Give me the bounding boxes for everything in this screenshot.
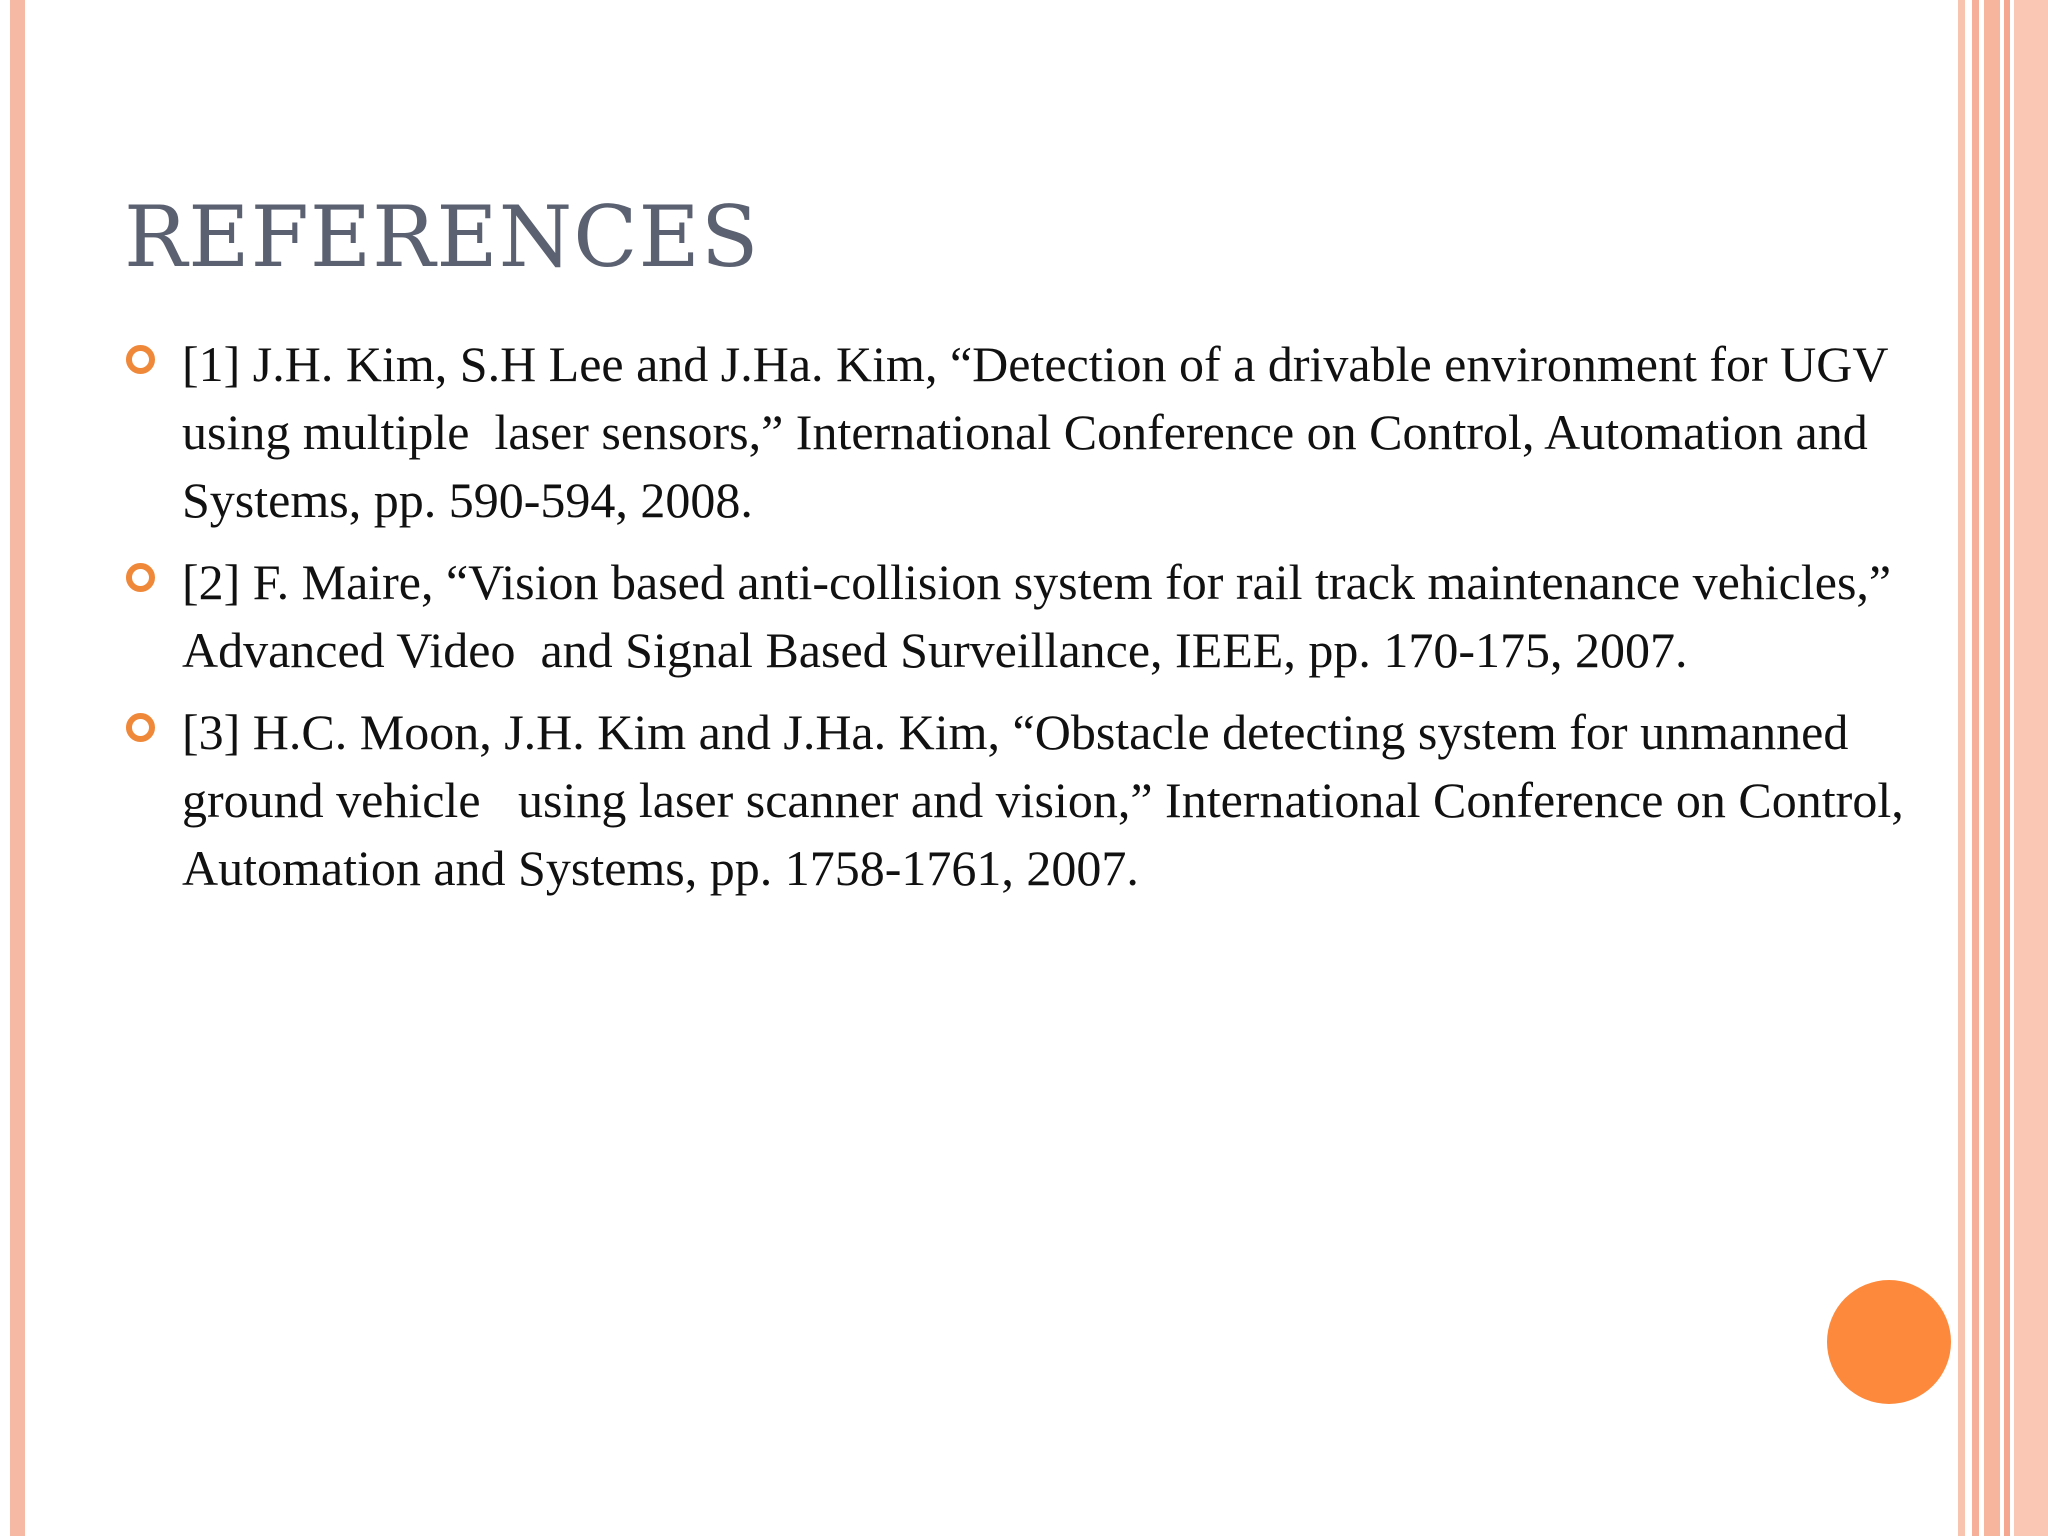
- slide-title: REFERENCES: [124, 188, 760, 286]
- orange-circle-icon: [1827, 1280, 1951, 1404]
- reference-item: [124, 548, 1924, 684]
- right-border-stripe: [2014, 0, 2048, 1536]
- reference-text: [1] J.H. Kim, S.H Lee and J.Ha. Kim, “Detection of a drivable environment for UGV using multiple laser sensors,” International Conference on Control, Automation and Systems, pp. 590-594, 2008.: [182, 336, 1901, 528]
- right-border-stripe: [1984, 0, 2000, 1536]
- right-border-stripe: [1972, 0, 1979, 1536]
- ring-bullet-icon: [126, 563, 155, 592]
- left-border-bar: [10, 0, 25, 1536]
- right-border-stripe: [2004, 0, 2010, 1536]
- ring-bullet-icon: [126, 345, 155, 374]
- ring-bullet-icon: [126, 713, 155, 742]
- right-border-stripe: [1958, 0, 1965, 1536]
- reference-text: [2] F. Maire, “Vision based anti-collision system for rail track maintenance vehicles,” Advanced Video and Signal Based Surveillance, IEEE, pp. 170-175, 2007.: [182, 554, 1901, 678]
- reference-item: [124, 330, 1924, 534]
- reference-list: [124, 330, 1924, 916]
- reference-item: [124, 698, 1924, 902]
- reference-text: [3] H.C. Moon, J.H. Kim and J.Ha. Kim, “Obstacle detecting system for unmanned ground vehicle using laser scanner and vision,” International Conference on Control, Automation and Systems, pp. 1758-1761, 2007.: [182, 704, 1914, 896]
